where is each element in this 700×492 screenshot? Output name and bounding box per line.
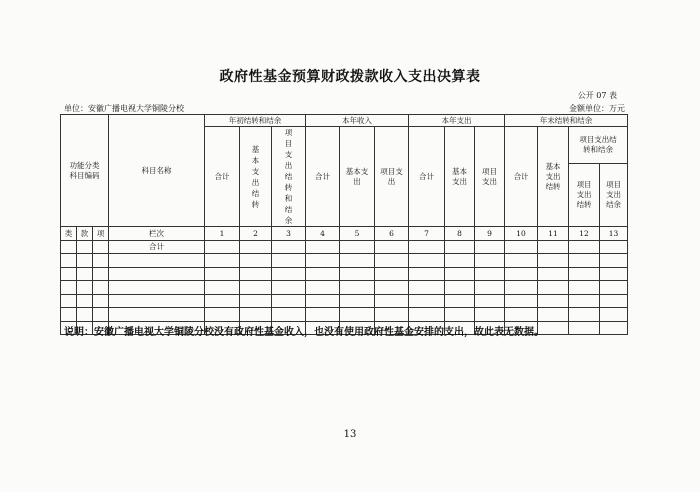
- end-project-surplus-header: 项目支出结余: [600, 163, 628, 226]
- end-total-header: 合计: [505, 127, 538, 227]
- table-row: [61, 254, 628, 268]
- end-project-header: 项目支出结转和结余: [569, 127, 628, 164]
- col-number: 1: [205, 227, 240, 241]
- income-header: 本年收入: [306, 115, 409, 127]
- begin-total-header: 合计: [205, 127, 240, 227]
- subject-name-header: 科目名称: [109, 115, 205, 227]
- col-number: 4: [306, 227, 340, 241]
- end-project-carry-header: 项目支出结转: [569, 163, 600, 226]
- column-index-row: [61, 227, 628, 241]
- expense-basic-header: 基本支出: [445, 127, 475, 227]
- begin-project-header: 项目支出结转和结余: [272, 127, 306, 227]
- income-total-header: 合计: [306, 127, 340, 227]
- table-row: [61, 308, 628, 322]
- end-balance-header: 年末结转和结余: [505, 115, 628, 127]
- col-number: 13: [600, 227, 628, 241]
- amount-unit: 金额单位：万元: [569, 104, 625, 113]
- begin-basic-header: 基本支出结转: [240, 127, 272, 227]
- unit-org: 单位：安徽广播电视大学铜陵分校: [64, 104, 184, 113]
- func-class-header: 功能分类 科目编码: [61, 115, 109, 227]
- expense-project-header: 项目支出: [475, 127, 505, 227]
- page-title: 政府性基金预算财政拨款收入支出决算表: [219, 69, 481, 85]
- total-row: [61, 241, 628, 254]
- end-basic-header: 基本支出结转: [538, 127, 569, 227]
- fund-table: [60, 114, 628, 335]
- col-number: 6: [375, 227, 409, 241]
- table-row: [61, 281, 628, 295]
- expense-total-header: 合计: [409, 127, 445, 227]
- lei-header: 类: [61, 227, 77, 241]
- table-row: [61, 294, 628, 308]
- begin-balance-header: 年初结转和结余: [205, 115, 306, 127]
- total-row-label: 合计: [109, 241, 205, 254]
- kuan-header: 款: [77, 227, 93, 241]
- col-number: 11: [538, 227, 569, 241]
- header-row-1: [61, 115, 628, 127]
- unit-row: [64, 103, 625, 114]
- col-number: 3: [272, 227, 306, 241]
- col-number: 2: [240, 227, 272, 241]
- table-row: [61, 267, 628, 281]
- xiang-header: 项: [93, 227, 109, 241]
- explanation-note: 说明：安徽广播电视大学铜陵分校没有政府性基金收入，也没有使用政府性基金安排的支出，故此表无数据。: [64, 327, 544, 338]
- col-number: 9: [475, 227, 505, 241]
- expense-header: 本年支出: [409, 115, 505, 127]
- col-number: 12: [569, 227, 600, 241]
- income-project-header: 项目支出: [375, 127, 409, 227]
- col-number: 7: [409, 227, 445, 241]
- col-number: 10: [505, 227, 538, 241]
- page-number: 13: [343, 429, 357, 440]
- col-number: 5: [340, 227, 375, 241]
- col-label: 栏次: [109, 227, 205, 241]
- income-basic-header: 基本支出: [340, 127, 375, 227]
- col-number: 8: [445, 227, 475, 241]
- form-code: 公开 07 表: [577, 91, 617, 100]
